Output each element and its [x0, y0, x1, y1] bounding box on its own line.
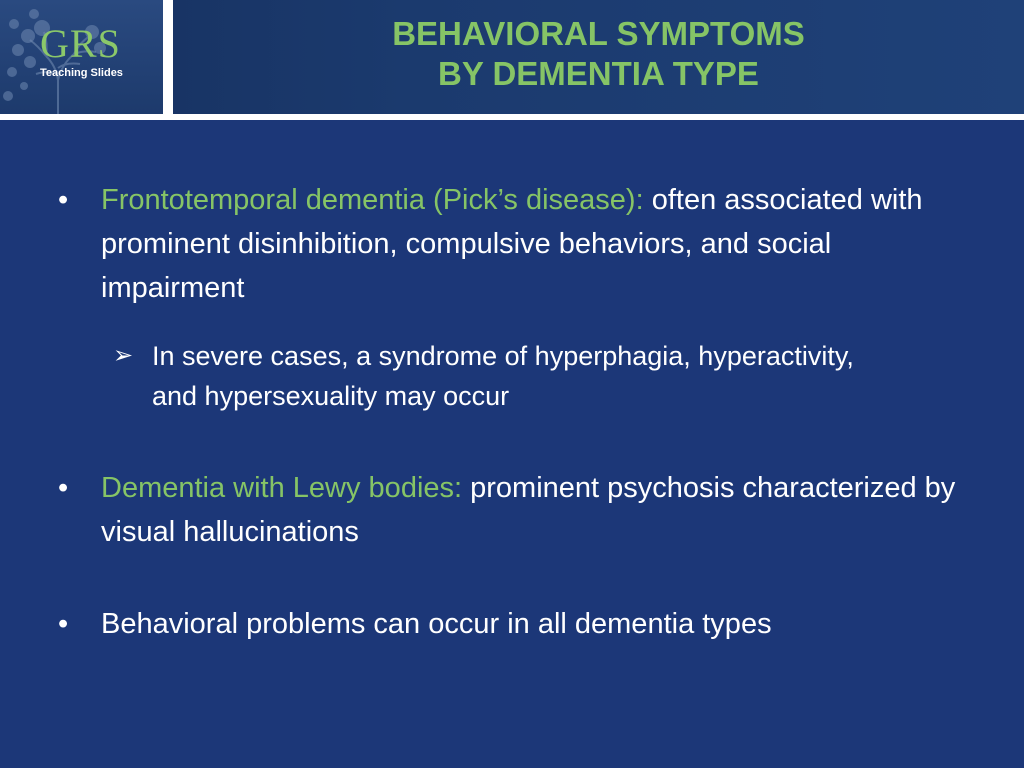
- bullet-marker: •: [58, 608, 69, 640]
- bullet-body: Behavioral problems can occur in all dementia types: [101, 608, 772, 640]
- slide-content: [0, 120, 1024, 768]
- bullet-heading: Frontotemporal dementia (Pick’s disease):: [101, 184, 644, 216]
- logo-panel: [0, 0, 163, 114]
- logo-subtitle: Teaching Slides: [40, 67, 123, 79]
- bullet-marker: •: [58, 184, 69, 216]
- bullet-body: prominent psychosis characterized by visual hallucinations: [101, 472, 956, 548]
- bullet-all-types: [58, 602, 958, 646]
- title-line-1: BEHAVIORAL SYMPTOMS: [392, 15, 805, 52]
- logo-wordmark: GRS: [40, 21, 121, 66]
- title-line-2: BY DEMENTIA TYPE: [438, 55, 759, 92]
- sub-bullet-severe-cases: [113, 336, 873, 416]
- slide-title: [173, 14, 1024, 94]
- bullet-marker: •: [58, 472, 69, 504]
- bullet-frontotemporal: [58, 178, 958, 310]
- bullet-body: often associated with prominent disinhibition, compulsive behaviors, and social impairment: [101, 184, 923, 304]
- sub-bullet-text: In severe cases, a syndrome of hyperphagia, hyperactivity, and hypersexuality may occur: [152, 341, 854, 411]
- bullet-heading: Dementia with Lewy bodies:: [101, 472, 463, 504]
- bullet-text: [101, 178, 958, 310]
- bullet-lewy-bodies: [58, 466, 958, 554]
- bullet-text: [101, 466, 958, 554]
- arrow-bullet-icon: ➢: [113, 342, 134, 369]
- logo-divider: [163, 0, 173, 114]
